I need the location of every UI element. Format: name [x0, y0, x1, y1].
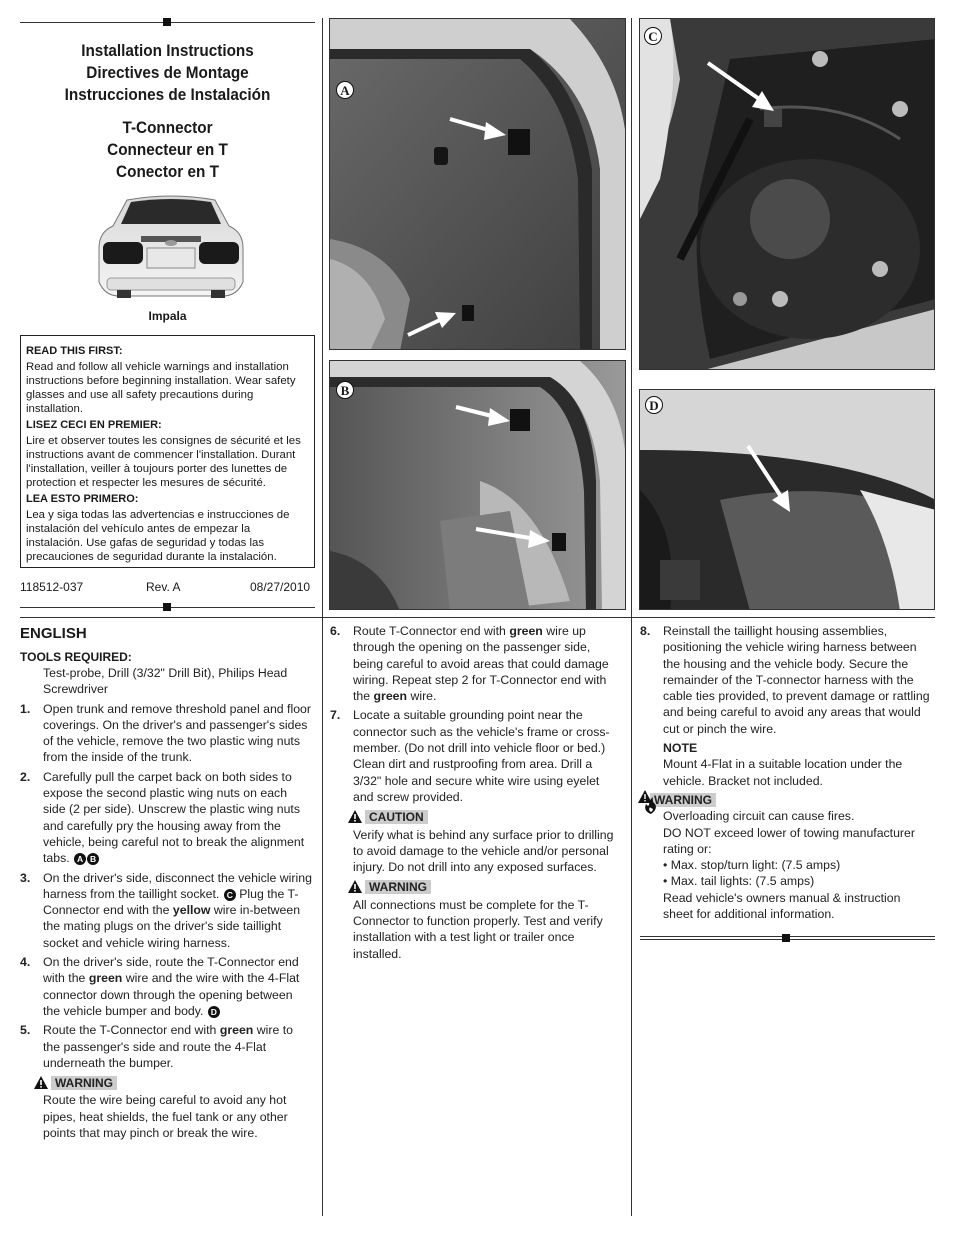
read-first-notice: [20, 335, 315, 568]
step-5-number: 5.: [20, 1023, 31, 1038]
step-7-text: Locate a suitable grounding point near the connector such as the vehicle's frame or cross-member. (Do not drill into vehicle floor or bed.) Clean dirt and rustproofing from area. Drill a 3/32" hole and secure white wire using eyelet and screw provided.: [353, 708, 610, 804]
step-4-text-b: wire and the wire with the 4-Flat connector down through the opening between the vehicle bumper and body.: [43, 971, 300, 1018]
warning-1-label: WARNING: [51, 1076, 117, 1090]
step-3: [20, 870, 312, 951]
warning-2-label: WARNING: [365, 880, 431, 894]
warning-3-line-1: Overloading circuit can cause fires.: [663, 809, 855, 824]
step-6: [330, 623, 622, 704]
notice-fr-body: Lire et observer toutes les consignes de sécurité et les instructions avant de commencer l'installation. Durant l'installation, veiller à toujours porter des lunettes de protection et respecter les mesures de sécurité.: [26, 435, 301, 489]
top-rule-marker: [163, 18, 171, 26]
step-6-color-2: green: [373, 689, 408, 704]
photo-d: [639, 389, 935, 610]
step-6-number: 6.: [330, 624, 341, 638]
warning-1-text: Route the wire being careful to avoid any hot pipes, heat shields, the fuel tank or any other points that may pinch or break the wire.: [43, 1093, 288, 1141]
notice-es-body: Lea y siga todas las advertencias e instrucciones de instalación del vehículo antes de empezar la instalación. Use gafas de seguridad y todas las precauciones de seguridad durante la instalación.: [26, 509, 290, 563]
step-5-color: green: [219, 1023, 254, 1038]
warning-3-line-4: • Max. tail lights: (7.5 amps): [663, 874, 815, 889]
ref-d-icon: D: [208, 1006, 220, 1018]
step-3-text-c: wire in-between the mating plugs on the driver's side taillight socket and vehicle wiring harness.: [43, 903, 301, 950]
warning-3-line-2: DO NOT exceed lower of towing manufacturer rating or:: [663, 825, 915, 856]
warning-3-line-5: Read vehicle's owners manual & instruction sheet for additional information.: [663, 890, 901, 922]
step-4-text-a: On the driver's side, route the T-Connector end with the: [43, 955, 299, 986]
subtitle-en: T-Connector: [122, 118, 213, 137]
warning-3: [640, 791, 932, 922]
revision: Rev. A: [146, 580, 181, 594]
step-3-text-b: Plug the T-Connector end with the: [43, 886, 299, 918]
step-6-text-b: wire up through the opening on the passenger side, being careful to avoid areas that could damage wiring. Repeat step 2 for T-Connector end with the: [353, 624, 609, 704]
step-5: [20, 1022, 312, 1071]
step-4-number: 4.: [20, 955, 31, 970]
photo-b: [329, 360, 626, 610]
column-2: [330, 623, 622, 962]
step-1: [20, 701, 312, 766]
tools-heading: TOOLS REQUIRED:: [20, 650, 132, 664]
note-label: NOTE: [663, 741, 698, 756]
step-1-number: 1.: [20, 701, 31, 716]
step-5-text-b: wire to the passenger's side and route the 4-Flat underneath the bumper.: [43, 1023, 293, 1070]
date: 08/27/2010: [250, 580, 311, 594]
photo-a-label: A: [336, 81, 354, 99]
step-8-number: 8.: [640, 624, 651, 638]
photo-c-label: C: [644, 27, 662, 45]
caution-1-text: Verify what is behind any surface prior to drilling to avoid damage to the vehicle and/or personal injury. Do not drill into any exposed surfaces.: [353, 827, 614, 875]
step-3-number: 3.: [20, 870, 31, 885]
photo-a: [329, 18, 626, 350]
ref-c-icon: C: [224, 889, 236, 901]
subtitle-fr: Connecteur en T: [107, 140, 228, 159]
tools-list: Test-probe, Drill (3/32" Drill Bit), Philips Head Screwdriver: [43, 666, 288, 697]
photo-c: [639, 18, 935, 370]
caution-1: [348, 808, 622, 825]
ref-a-icon: A: [74, 853, 86, 865]
notice-en-body: Read and follow all vehicle warnings and installation instructions before beginning installation. Wear safety glasses and use all safety precautions during installation.: [26, 361, 296, 415]
step-6-text-c: wire.: [410, 689, 437, 704]
warning-1: [34, 1074, 312, 1091]
column-1: [20, 665, 312, 1141]
notice-en-heading: READ THIS FIRST:: [26, 345, 123, 357]
note-text: Mount 4-Flat in a suitable location under the vehicle. Bracket not included.: [663, 757, 903, 788]
section-rule: [20, 617, 935, 618]
step-2: [20, 769, 312, 867]
warning-triangle-icon: [34, 1076, 48, 1089]
step-4-color: green: [88, 971, 123, 986]
vehicle-label: Impala: [148, 309, 187, 323]
step-5-text-a: Route the T-Connector end with: [43, 1023, 217, 1038]
photo-d-label: D: [645, 396, 663, 414]
step-8: [640, 623, 932, 737]
english-heading: ENGLISH: [20, 625, 87, 642]
step-3-text-a: On the driver's side, disconnect the vehicle wiring harness from the taillight socket.: [43, 870, 312, 901]
vehicle-image: [97, 192, 245, 300]
ref-b-icon: B: [87, 853, 99, 865]
title-block: [35, 40, 301, 183]
caution-1-label: CAUTION: [365, 810, 428, 824]
title-es: Instrucciones de Instalación: [64, 85, 271, 104]
end-rule-marker: [782, 934, 790, 942]
title-fr: Directives de Montage: [86, 63, 249, 82]
meta-rule-marker: [163, 603, 171, 611]
photo-b-label: B: [336, 381, 354, 399]
warning-3-line-3: • Max. stop/turn light: (7.5 amps): [663, 858, 841, 873]
step-4: [20, 954, 312, 1019]
part-number: 118512-037: [20, 580, 84, 594]
warning-2-text: All connections must be complete for the T-Connector to function properly. Test and verify installation with a test light or trailer once installed.: [353, 897, 603, 961]
step-7: [330, 707, 622, 805]
warning-3-label: WARNING: [650, 793, 716, 807]
step-3-color: yellow: [172, 903, 211, 918]
warning-triangle-icon: [348, 810, 362, 823]
warning-triangle-icon: [348, 880, 362, 893]
fire-warning-icon: [637, 789, 659, 815]
subtitle-es: Conector en T: [116, 162, 219, 181]
step-2-text: Carefully pull the carpet back on both sides to expose the second plastic wing nuts on each side (2 per side). Unscrew the plastic wing nuts and carefully pry the housing away from the vehicle, being careful not to break the alignment tabs.: [43, 769, 305, 866]
step-6-text-a: Route T-Connector end with: [353, 624, 506, 638]
notice-es-heading: LEA ESTO PRIMERO:: [26, 493, 139, 505]
step-6-color: green: [509, 624, 543, 638]
step-8-text: Reinstall the taillight housing assemblies, positioning the vehicle wiring harness between the housing and the vehicle body. Secure the remainder of the T-connector harness with the cable ties provided, to prevent damage or rattling and being careful to avoid any areas that would cut or pinch the wire.: [663, 624, 930, 736]
notice-fr-heading: LISEZ CECI EN PREMIER:: [26, 419, 162, 431]
step-2-number: 2.: [20, 769, 31, 784]
step-7-number: 7.: [330, 708, 341, 723]
warning-2: [348, 878, 622, 895]
title-en: Installation Instructions: [81, 41, 254, 60]
column-3: [640, 623, 932, 922]
step-1-text: Open trunk and remove threshold panel and floor coverings. On the driver's and passenger's sides of the vehicle, remove the two plastic wing nuts from the inside of the trunk.: [43, 701, 311, 765]
